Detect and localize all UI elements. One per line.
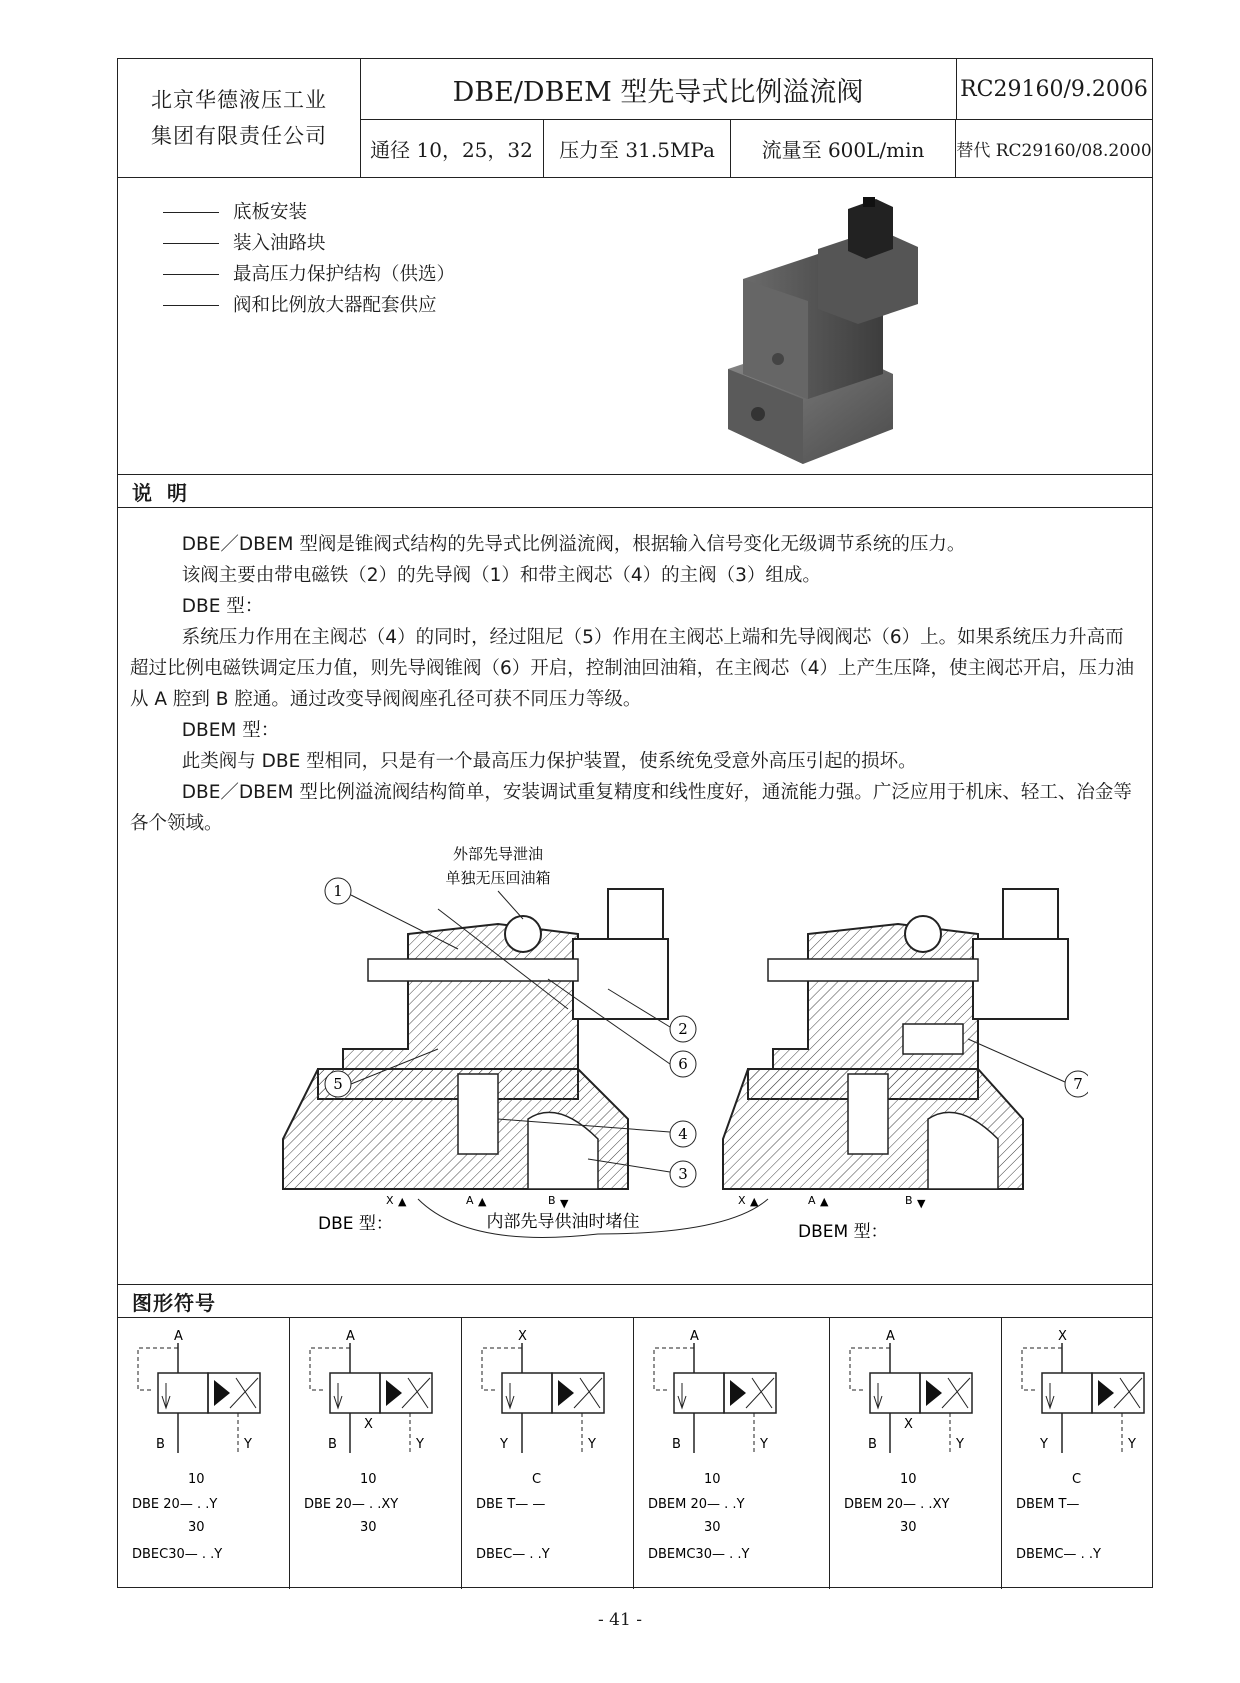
description-paragraph: 该阀主要由带电磁铁（2）的先导阀（1）和带主阀芯（4）的主阀（3）组成。 [181,565,821,586]
svg-text:6: 6 [678,1055,688,1073]
svg-text:B: B [156,1437,165,1452]
hydraulic-symbol [830,1318,1002,1589]
document-title: DBE/DBEM 型先导式比例溢流阀 [360,59,957,120]
svg-text:30: 30 [188,1520,205,1535]
symbol-cell [462,1318,634,1589]
svg-text:A: A [174,1329,183,1344]
symbol-cell [1002,1318,1154,1589]
svg-text:DBEM T—: DBEM T— [1016,1497,1080,1512]
svg-text:B: B [328,1437,337,1452]
svg-text:DBEC— . .Y: DBEC— . .Y [476,1547,550,1562]
svg-text:DBEM 20— . .XY: DBEM 20— . .XY [844,1497,950,1512]
page-frame [117,58,1153,1588]
spec-pressure: 压力至 31.5MPa [544,119,731,177]
symbol-table [118,1318,1152,1589]
feature-list [163,197,455,321]
dbem-label: DBEM 型： [798,1222,888,1242]
svg-text:C: C [532,1472,542,1487]
svg-text:4: 4 [678,1125,688,1143]
svg-text:▲: ▲ [750,1195,759,1208]
svg-text:A: A [466,1194,474,1207]
description-paragraph: 系统压力作用在主阀芯（4）的同时，经过阻尼（5）作用在主阀芯上端和先导阀阀芯（6）上。如果系统压力升高而超过比例电磁铁调定压力值，则先导阀锥阀（6）开启，控制油回油箱，在主阀芯（4）上产生压降，使主阀芯开启，压力油从 A 腔到 B 腔通。通过改变导阀阀座孔径可获不同压力等级。 [130,627,1135,710]
note-drain-line1: 外部先导泄油 [452,845,544,863]
hydraulic-symbol [1002,1318,1154,1589]
svg-text:DBEMC— . .Y: DBEMC— . .Y [1016,1547,1101,1562]
company-name [118,59,361,177]
svg-text:5: 5 [333,1075,343,1093]
svg-text:A: A [346,1329,355,1344]
svg-text:X: X [518,1329,527,1344]
svg-text:Y: Y [1128,1437,1136,1452]
svg-text:10: 10 [360,1472,377,1487]
svg-text:B: B [905,1194,913,1207]
note-drain-line2: 单独无压回油箱 [445,869,551,887]
note-internal: 内部先导供油时堵住 [486,1212,640,1232]
svg-text:▲: ▲ [478,1195,487,1208]
svg-text:▼: ▼ [917,1197,926,1210]
description-text [130,529,1140,839]
hydraulic-symbol [634,1318,830,1589]
svg-text:10: 10 [900,1472,917,1487]
spec-flow: 流量至 600L/min [731,119,956,177]
section-title-description: 说 明 [118,474,1152,508]
svg-text:DBE T— —: DBE T— — [476,1497,546,1512]
svg-text:X: X [738,1194,746,1207]
svg-text:DBE 20— . .Y: DBE 20— . .Y [132,1497,218,1512]
svg-text:3: 3 [678,1165,688,1183]
page-number: - 41 - [598,1610,642,1630]
section-title-symbols: 图形符号 [118,1284,1152,1318]
svg-text:DBE 20— . .XY: DBE 20— . .XY [304,1497,399,1512]
svg-text:X: X [904,1417,913,1432]
svg-text:30: 30 [360,1520,377,1535]
svg-text:Y: Y [1040,1437,1048,1452]
svg-text:Y: Y [416,1437,424,1452]
svg-text:DBEMC30— . .Y: DBEMC30— . .Y [648,1547,750,1562]
svg-text:B: B [548,1194,556,1207]
svg-text:X: X [386,1194,394,1207]
svg-text:B: B [868,1437,877,1452]
svg-text:30: 30 [900,1520,917,1535]
feature-item: 最高压力保护结构（供选） [163,259,455,290]
svg-text:10: 10 [188,1472,205,1487]
svg-text:C: C [1072,1472,1082,1487]
svg-text:Y: Y [244,1437,252,1452]
svg-text:1: 1 [333,882,343,900]
company-line2: 集团有限责任公司 [151,124,327,148]
hydraulic-symbol [290,1318,462,1589]
spec-diameter: 通径 10，25，32 [360,119,544,177]
svg-text:Y: Y [956,1437,964,1452]
symbol-cell [290,1318,462,1589]
svg-text:A: A [886,1329,895,1344]
valve-product-image [708,189,938,469]
svg-text:▼: ▼ [560,1197,569,1210]
dbe-label: DBE 型： [318,1214,393,1234]
dbem-section [723,889,1068,1189]
svg-text:X: X [364,1417,373,1432]
svg-text:30: 30 [704,1520,721,1535]
description-paragraph: DBEM 型： [181,720,280,741]
symbol-cell [830,1318,1002,1589]
symbol-cell [634,1318,830,1589]
hydraulic-symbol [462,1318,634,1589]
svg-text:B: B [672,1437,681,1452]
svg-text:A: A [808,1194,816,1207]
svg-text:7: 7 [1073,1075,1083,1093]
feature-item: 装入油路块 [163,228,455,259]
valve-cross-section-diagram [208,839,1088,1279]
company-line1: 北京华德液压工业 [151,88,327,112]
hydraulic-symbol [118,1318,290,1589]
svg-text:Y: Y [760,1437,768,1452]
svg-text:10: 10 [704,1472,721,1487]
replaces-number: 替代 RC29160/08.2000 [956,140,1152,161]
svg-text:DBEM 20— . .Y: DBEM 20— . .Y [648,1497,745,1512]
symbol-cell [118,1318,290,1589]
feature-item: 阀和比例放大器配套供应 [163,290,455,321]
svg-text:▲: ▲ [820,1195,829,1208]
svg-text:A: A [690,1329,699,1344]
description-paragraph: 此类阀与 DBE 型相同，只是有一个最高压力保护装置，使系统免受意外高压引起的损坏。 [181,751,917,772]
svg-text:▲: ▲ [398,1195,407,1208]
svg-text:Y: Y [500,1437,508,1452]
feature-item: 底板安装 [163,197,455,228]
svg-text:DBEC30— . .Y: DBEC30— . .Y [132,1547,223,1562]
dbe-section [283,889,668,1189]
svg-text:X: X [1058,1329,1067,1344]
description-paragraph: DBE 型： [181,596,264,617]
svg-text:Y: Y [588,1437,596,1452]
description-paragraph: DBE／DBEM 型比例溢流阀结构简单，安装调试重复精度和线性度好，通流能力强。广泛应用于机床、轻工、冶金等各个领域。 [130,782,1132,834]
svg-text:2: 2 [678,1020,688,1038]
description-paragraph: DBE／DBEM 型阀是锥阀式结构的先导式比例溢流阀，根据输入信号变化无级调节系统的压力。 [181,534,966,555]
header-table [118,59,1152,178]
document-number: RC29160/9.2006 [956,59,1152,120]
